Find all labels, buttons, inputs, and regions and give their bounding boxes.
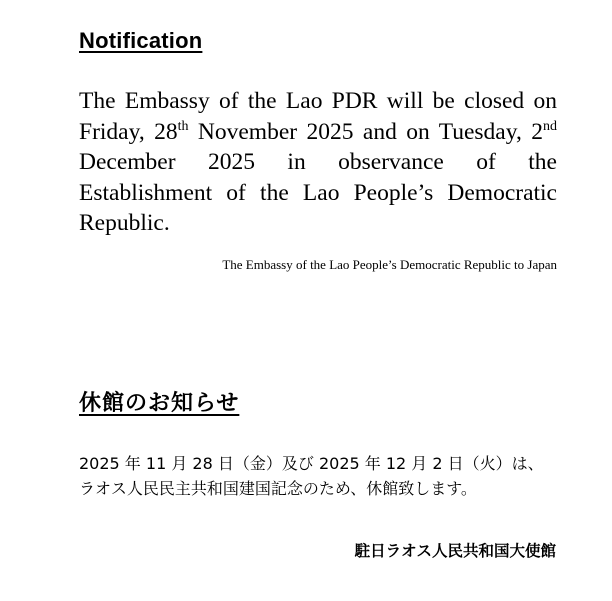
english-body-part2: November 2025 and on Tuesday, 2 [188, 118, 543, 145]
japanese-signature: 駐日ラオス人民共和国大使館 [354, 542, 556, 560]
japanese-heading: 休館のお知らせ [79, 391, 240, 416]
english-body [79, 86, 557, 239]
english-heading: Notification [79, 28, 203, 53]
english-body-part1: The Embassy of the Lao PDR will be closed on Friday, 28 [79, 88, 557, 145]
english-signature: The Embassy of the Lao People’s Democratic Republic to Japan [222, 257, 557, 272]
japanese-body-line-1: 2025 年 11 月 28 日（金）及び 2025 年 12 月 2 日（火）は、 [79, 454, 544, 473]
japanese-body [79, 451, 559, 501]
ordinal-suffix-nd: nd [543, 118, 557, 134]
english-body-part3: December 2025 in observance of the Establishment of the Lao People’s Democratic Republic. [79, 149, 557, 236]
japanese-body-line-2: ラオス人民民主共和国建国記念のため、休館致します。 [79, 479, 477, 498]
ordinal-suffix-th: th [177, 118, 189, 134]
